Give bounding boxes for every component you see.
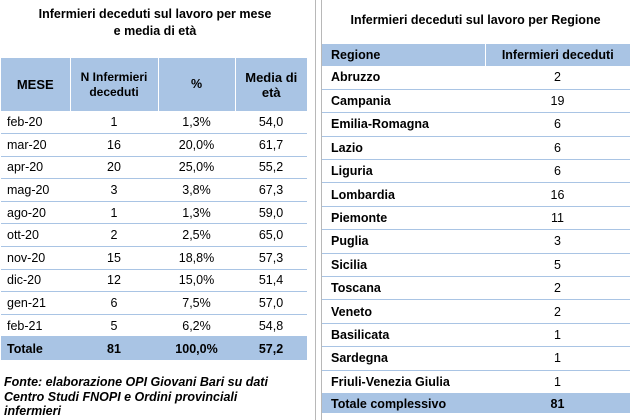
table-row <box>321 66 630 89</box>
cell-media: 57,3 <box>235 247 307 270</box>
cell-n: 6 <box>70 292 158 315</box>
cell-mese: dic-20 <box>1 269 70 292</box>
cell-pct: 3,8% <box>158 179 235 202</box>
cell-mese: mag-20 <box>1 179 70 202</box>
cell-n: 1 <box>485 347 630 370</box>
cell-media: 65,0 <box>235 224 307 247</box>
cell-regione: Emilia-Romagna <box>321 113 485 136</box>
cell-pct: 18,8% <box>158 247 235 270</box>
table-row <box>1 314 307 337</box>
cell-regione: Lazio <box>321 136 485 159</box>
regional-table <box>321 44 630 413</box>
table-row <box>1 156 307 179</box>
monthly-title-line2: e media di età <box>113 24 197 38</box>
cell-media: 59,0 <box>235 201 307 224</box>
header-mese: MESE <box>1 58 70 111</box>
total-pct: 100,0% <box>158 337 235 360</box>
cell-n: 6 <box>485 136 630 159</box>
right-frame-line <box>321 0 322 420</box>
table-row <box>321 300 630 323</box>
table-row <box>1 179 307 202</box>
cell-regione: Sicilia <box>321 253 485 276</box>
table-row <box>1 134 307 157</box>
total-label: Totale <box>1 337 70 360</box>
total-n: 81 <box>485 393 630 413</box>
cell-mese: feb-20 <box>1 111 70 134</box>
cell-regione: Veneto <box>321 300 485 323</box>
cell-n: 2 <box>70 224 158 247</box>
table-row <box>321 136 630 159</box>
regional-table-title: Infermieri deceduti sul lavoro per Regione <box>350 13 601 27</box>
cell-mese: nov-20 <box>1 247 70 270</box>
table-row <box>1 111 307 134</box>
cell-n: 16 <box>70 134 158 157</box>
table-row <box>321 253 630 276</box>
monthly-total-row <box>1 337 307 360</box>
cell-mese: mar-20 <box>1 134 70 157</box>
header-media-line2: età <box>261 84 281 100</box>
header-regione: Regione <box>321 44 485 66</box>
cell-media: 54,0 <box>235 111 307 134</box>
cell-media: 61,7 <box>235 134 307 157</box>
table-row <box>321 323 630 346</box>
table-row <box>321 89 630 112</box>
cell-regione: Basilicata <box>321 323 485 346</box>
table-row <box>321 160 630 183</box>
total-media: 57,2 <box>235 337 307 360</box>
cell-pct: 1,3% <box>158 111 235 134</box>
header-infermieri-deceduti: Infermieri deceduti <box>485 44 630 66</box>
cell-n: 5 <box>485 253 630 276</box>
cell-media: 67,3 <box>235 179 307 202</box>
table-row <box>1 201 307 224</box>
header-media-line1: Media di <box>245 69 298 85</box>
cell-media: 51,4 <box>235 269 307 292</box>
table-row <box>321 277 630 300</box>
header-n-line2: deceduti <box>89 84 139 99</box>
table-row <box>1 224 307 247</box>
cell-n: 1 <box>70 111 158 134</box>
table-row <box>1 247 307 270</box>
monthly-header-row <box>1 58 307 111</box>
cell-regione: Toscana <box>321 277 485 300</box>
source-note <box>4 375 304 419</box>
cell-regione: Friuli-Venezia Giulia <box>321 370 485 393</box>
regional-panel <box>321 0 630 420</box>
cell-n: 6 <box>485 160 630 183</box>
cell-n: 11 <box>485 206 630 229</box>
table-row <box>321 230 630 253</box>
table-row <box>321 206 630 229</box>
cell-mese: feb-21 <box>1 314 70 337</box>
total-label: Totale complessivo <box>321 393 485 413</box>
cell-regione: Campania <box>321 89 485 112</box>
monthly-table <box>1 58 307 360</box>
cell-mese: gen-21 <box>1 292 70 315</box>
table-row <box>1 292 307 315</box>
cell-pct: 15,0% <box>158 269 235 292</box>
cell-regione: Lombardia <box>321 183 485 206</box>
cell-n: 16 <box>485 183 630 206</box>
table-row <box>321 183 630 206</box>
cell-pct: 2,5% <box>158 224 235 247</box>
cell-regione: Abruzzo <box>321 66 485 89</box>
monthly-table-title <box>0 6 310 40</box>
source-note-line2: Centro Studi FNOPI e Ordini provinciali <box>4 389 238 404</box>
cell-n: 20 <box>70 156 158 179</box>
cell-n: 2 <box>485 66 630 89</box>
monthly-panel <box>0 0 310 420</box>
cell-media: 55,2 <box>235 156 307 179</box>
cell-regione: Piemonte <box>321 206 485 229</box>
header-n-infermieri <box>70 58 158 111</box>
source-note-line1: Fonte: elaborazione OPI Giovani Bari su dati <box>4 375 268 389</box>
cell-n: 2 <box>485 277 630 300</box>
cell-n: 6 <box>485 113 630 136</box>
header-n-line1: N Infermieri <box>80 69 148 84</box>
regional-total-row <box>321 393 630 413</box>
cell-pct: 20,0% <box>158 134 235 157</box>
cell-n: 19 <box>485 89 630 112</box>
cell-pct: 25,0% <box>158 156 235 179</box>
table-row <box>321 370 630 393</box>
regional-header-row <box>321 44 630 66</box>
cell-n: 3 <box>70 179 158 202</box>
cell-n: 2 <box>485 300 630 323</box>
cell-mese: ott-20 <box>1 224 70 247</box>
source-note-line3: infermieri <box>4 404 61 418</box>
cell-n: 1 <box>485 323 630 346</box>
cell-n: 1 <box>485 370 630 393</box>
cell-n: 12 <box>70 269 158 292</box>
cell-n: 15 <box>70 247 158 270</box>
cell-pct: 6,2% <box>158 314 235 337</box>
cell-regione: Sardegna <box>321 347 485 370</box>
cell-n: 5 <box>70 314 158 337</box>
cell-pct: 1,3% <box>158 201 235 224</box>
cell-n: 3 <box>485 230 630 253</box>
cell-regione: Puglia <box>321 230 485 253</box>
cell-regione: Liguria <box>321 160 485 183</box>
header-media-eta <box>235 58 307 111</box>
cell-mese: apr-20 <box>1 156 70 179</box>
table-row <box>321 113 630 136</box>
panel-divider <box>315 0 316 420</box>
cell-media: 54,8 <box>235 314 307 337</box>
cell-pct: 7,5% <box>158 292 235 315</box>
cell-mese: ago-20 <box>1 201 70 224</box>
cell-n: 1 <box>70 201 158 224</box>
table-row <box>321 347 630 370</box>
monthly-title-line1: Infermieri deceduti sul lavoro per mese <box>38 7 272 21</box>
header-percent: % <box>158 58 235 111</box>
total-n: 81 <box>70 337 158 360</box>
table-row <box>1 269 307 292</box>
cell-media: 57,0 <box>235 292 307 315</box>
